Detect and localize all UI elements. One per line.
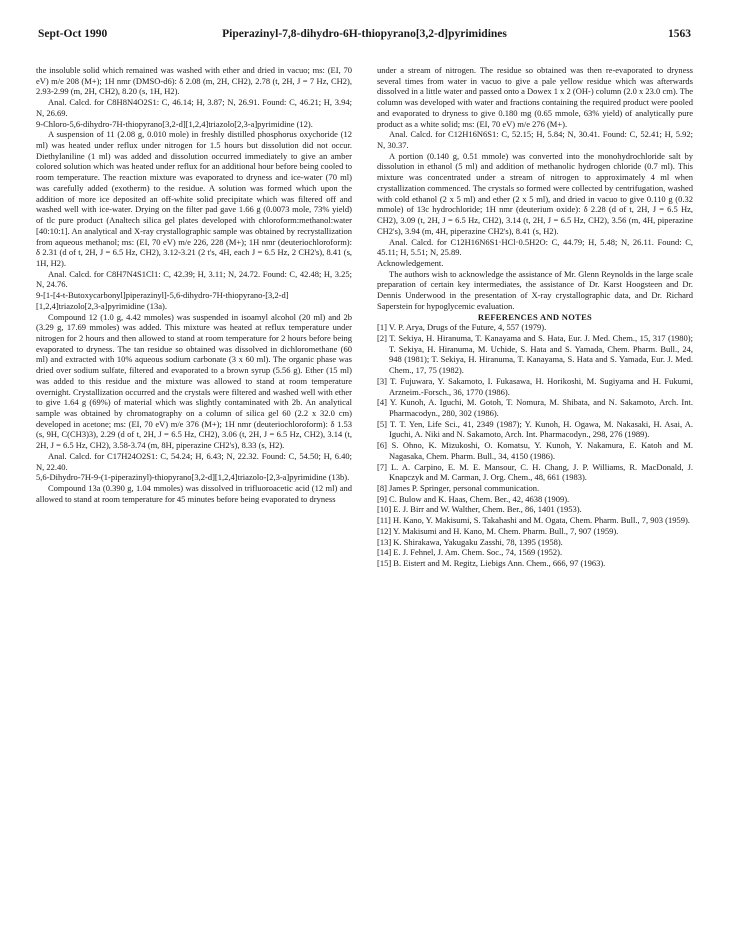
reference-item: [3] T. Fujuwara, Y. Sakamoto, I. Fukasawa, H. Horikoshi, M. Sugiyama and H. Fukumi, Arzneim.-Forsch., 36, 1770 (1986). xyxy=(377,375,693,397)
compound-heading-12: 9-Chloro-5,6-dihydro-7H-thiopyrano[3,2-d][1,2,4]triazolo[2,3-a]pyrimidine (12). xyxy=(36,118,313,129)
acknowledgement-title: Acknowledgement. xyxy=(377,257,444,268)
paragraph: under a stream of nitrogen. The residue so obtained was then re-evaporated to dryness several times from water in vacuo to give a pale yellow residue which was afterwards dissolved in a little water and passed onto a Dowex 1 x 2 (OH-) column (2.0 x 23.0 cm). The column was developed with water and fractions containing the required product were pooled and evaporated to dryness to give 0.180 mg (0.65 mmole, 63% yield) of analytically pure product as a white solid; ms: (EI, 70 eV) m/e 276 (M+). xyxy=(377,65,693,129)
right-column xyxy=(377,65,693,569)
paragraph: Compound 13a (0.390 g, 1.04 mmoles) was dissolved in trifluoroacetic acid (12 ml) and allowed to stand at room temperature for 45 minutes before being evaporated to dryness xyxy=(36,483,352,504)
reference-item: [12] Y. Makisumi and H. Kano, M. Chem. Pharm. Bull., 7, 907 (1959). xyxy=(377,525,619,536)
issue-date: Sept-Oct 1990 xyxy=(38,28,108,40)
reference-item: [8] James P. Springer, personal communication. xyxy=(377,483,540,494)
references-title: REFERENCES AND NOTES xyxy=(477,311,593,322)
running-title: Piperazinyl-7,8-dihydro-6H-thiopyrano[3,2-d]pyrimidines xyxy=(222,28,507,40)
reference-item: [6] S. Ohno, K. Mizukoshi, O. Komatsu, Y. Kunoh, Y. Nakamura, E. Katoh and M. Nagasaka, Chem. Pharm. Bull., 34, 4150 (1986). xyxy=(377,440,693,461)
reference-item: [5] T. T. Yen, Life Sci., 41, 2349 (1987); Y. Kunoh, H. Ogawa, M. Nakasaki, H. Asai, A. Iguchi, A. Niki and N. Sakamoto, Arch. Int. Pharmacodyn., 298, 276 (1989). xyxy=(377,418,693,440)
paragraph: A suspension of 11 (2.08 g, 0.010 mole) in freshly distilled phosphorus oxychoride (12 ml) was heated under reflux under nitrogen for 1.5 hours but dissolution did not occur. Diethylaniline (1 ml) was added and dissolution occurred immediately to give an amber colored solution which was heated under reflux for an additional hour before being cooled to room temperature. The reaction mixture was evaporated to dryness and ice-water (70 ml) was carefully added (exotherm) to the residue. A solution was formed which upon the addition of more ice deposited an off-white solid precipitate which was filtered off and washed well with ice-water. Drying on the filter pad gave 1.66 g (0.0073 mole, 73% yield) of tlc pure product (Analtech silica gel plates developed with chloroform:methanol:water [40:10:1]. An analytical and X-ray crystallographic sample was obtained by recrystallization from aqueous methanol; ms: (EI, 70 eV) m/e 226, 228 (M+); 1H nmr (deuteriochloroform): δ 2.31 (d of t, 2H, J = 6.5 Hz, CH2), 3.12-3.21 (2 t's, 4H, each J = 6.5 Hz, 2 CH2's), 8.41 (s, 1H, H2). xyxy=(36,129,352,268)
page-number: 1563 xyxy=(668,28,691,40)
running-header xyxy=(38,28,691,44)
acknowledgement-body: The authors wish to acknowledge the assistance of Mr. Glenn Reynolds in the large scale preparation of certain key intermediates, the assistance of Dr. Karst Hoogsteen and Dr. Dennis Underwood in the presentation of X-ray crystallographic data, and Dr. Richard Saperstein for hypoglycemic evaluation. xyxy=(377,268,693,311)
paragraph: the insoluble solid which remained was washed with ether and dried in vacuo; ms: (EI, 70 eV) m/e 208 (M+); 1H nmr (DMSO-d6): δ 2.08 (m, 2H, CH2), 2.78 (t, 2H, J = 7 Hz, CH2), 2.93-2.99 (m, 2H, CH2), 8.20 (s, 1H, H2). xyxy=(36,65,352,97)
reference-item: [15] B. Eistert and M. Regitz, Liebigs Ann. Chem., 666, 97 (1963). xyxy=(377,558,606,569)
reference-item: [2] T. Sekiya, H. Hiranuma, T. Kanayama and S. Hata, Eur. J. Med. Chem., 15, 317 (1980); T. Sekiya, H. Hiranuma, M. Uchide, S. Hata and S. Yamada, Chem. Pharm. Bull., 24, 948 (1981); T. Sekiya, H. Hiranuma, T. Kanayama, S. Hata and S. Yamada, Eur. J. Med. Chem., 17, 75 (1982). xyxy=(377,332,693,376)
analysis-line: Anal. Calcd. for C8H8N4O2S1: C, 46.14; H, 3.87; N, 26.91. Found: C, 46.21; H, 3.94; N, 26.69. xyxy=(36,97,352,118)
reference-item: [1] V. P. Arya, Drugs of the Future, 4, 557 (1979). xyxy=(377,322,547,333)
compound-heading-13a: 9-[1-[4-t-Butoxycarbonyl]piperazinyl]-5,6-dihydro-7H-thiopyrano-[3,2-d][1,2,4]triazolo[2,3-a]pyrimidine (13a). xyxy=(36,290,289,311)
analysis-line: Anal. Calcd. for C8H7N4S1Cl1: C, 42.39; H, 3.11; N, 24.72. Found: C, 42.48; H, 3.25; N, 24.76. xyxy=(36,268,352,290)
references-list xyxy=(377,322,693,569)
analysis-line: Anal. Calcd. for C12H16N6S1·HCl·0.5H2O: C, 44.79; H, 5.48; N, 26.11. Found: C, 45.11; H, 5.51; N, 25.89. xyxy=(377,236,693,258)
reference-item: [11] H. Kano, Y. Makisumi, S. Takahashi and M. Ogata, Chem. Pharm. Bull., 7, 903 (1959). xyxy=(377,515,690,526)
reference-item: [13] K. Shirakawa, Yakugaku Zasshi, 78, 1395 (1958). xyxy=(377,536,563,547)
left-column xyxy=(36,65,352,504)
reference-item: [7] L. A. Carpino, E. M. E. Mansour, C. H. Chang, J. P. Williams, R. MacDonald, J. Knapczyk and M. Carman, J. Org. Chem., 48, 661 (1983). xyxy=(377,461,693,483)
analysis-line: Anal. Calcd. for C12H16N6S1: C, 52.15; H, 5.84; N, 30.41. Found: C, 52.41; H, 5.92; N, 30.37. xyxy=(377,129,693,151)
compound-heading-13b: 5,6-Dihydro-7H-9-(1-piperazinyl)-thiopyrano[3,2-d][1,2,4]triazolo-[2,3-a]pyrimidine (13b). xyxy=(36,472,350,483)
reference-item: [10] E. J. Birr and W. Walther, Chem. Ber., 86, 1401 (1953). xyxy=(377,504,582,515)
reference-item: [4] Y. Kunoh, A. Iguchi, M. Gotoh, T. Nomura, M. Shibata, and N. Sakamoto, Arch. Int. Pharmacodyn., 280, 302 (1986). xyxy=(377,397,693,418)
reference-item: [9] C. Bulow and K. Haas, Chem. Ber., 42, 4638 (1909). xyxy=(377,493,570,504)
analysis-line: Anal. Calcd. for C17H24O2S1: C, 54.24; H, 6.43; N, 22.32. Found: C, 54.50; H, 6.40; N, 22.40. xyxy=(36,450,352,472)
paragraph: Compound 12 (1.0 g, 4.42 mmoles) was suspended in isoamyl alcohol (20 ml) and 2b (3.29 g, 17.69 mmoles) was added. This mixture was heated at reflux temperature under nitrogen for 2 hours and then allowed to stand at room temperature for 2 hours before being evaporated to dryness. The tan residue so obtained was dissolved in dichloromethane (60 ml) and extracted with 10% aqueous sodium carbonate (3 x 60 ml). The organic phase was dried over sodium sulfate, filtered and evaporated to a brown syrup (5.56 g). Ether (15 ml) was added to this residue and the mixture was allowed to stand at room temperature overnight. Crystallization occurred and the crystals were filtered and washed well with ether to give 1.64 g (69%) of material which was slightly contaminated with 2b. An analytical sample was obtained by chromatography on a column of silica gel 60 (2.2 x 32.0 cm) developed in acetone; ms: (EI, 70 eV) m/e 376 (M+); 1H nmr (deuteriochloroform): δ 1.53 (s, 9H, C(CH3)3), 2.29 (d of t, 2H, J = 6.5 Hz, CH2), 3.06 (t, 2H, J = 6.5 Hz, CH2), 3.14 (t, 2H, J = 6.5 Hz, CH2), 3.58-3.74 (m, 8H, piperazine CH2's), 8.33 (s, H2). xyxy=(36,311,352,451)
paragraph: A portion (0.140 g, 0.51 mmole) was converted into the monohydrochloride salt by dissolution in ethanol (5 ml) and addition of methanolic hydrogen chloride (0.7 ml). This mixture was concentrated under a stream of nitrogen to approximately 4 ml when crystallization commenced. The crystals so formed were collected by centrifugation, washed with cold ethanol (2 x 5 ml) and ether (2 x 5 ml), and dried in vacuo to give 0.110 g (0.32 mmole) of 13c hydrochloride; 1H nmr (deuterium oxide): δ 2.28 (d of t, 2H, J = 6.5 Hz, CH2), 3.09 (t, 2H, J = 6.5 Hz, CH2), 3.14 (t, 2H, J = 6.5 Hz, CH2), 3.56 (m, 4H, piperazine CH2's), 3.94 (m, 4H, piperazine CH2's), 8.41 (s, H2). xyxy=(377,150,693,236)
reference-item: [14] E. J. Fehnel, J. Am. Chem. Soc., 74, 1569 (1952). xyxy=(377,547,563,558)
